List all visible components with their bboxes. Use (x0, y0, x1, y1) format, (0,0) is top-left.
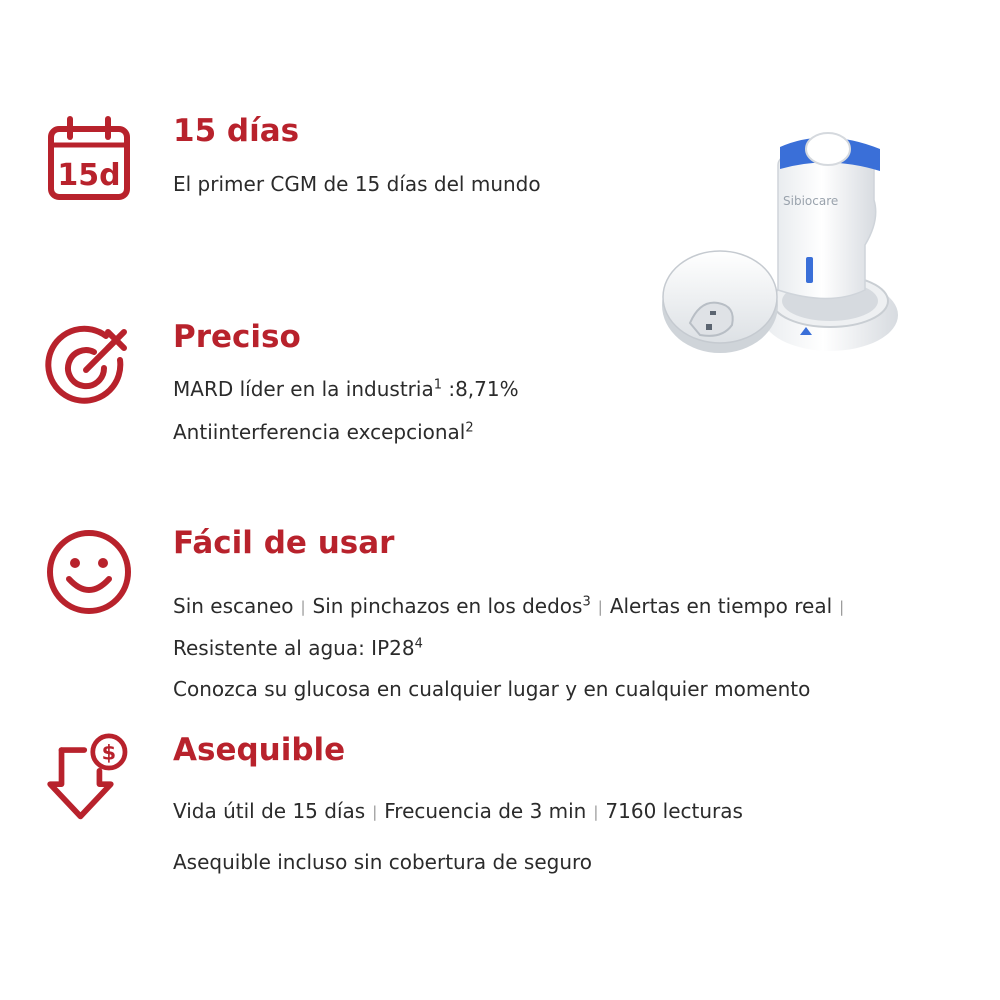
footnote-marker: 1 (433, 377, 442, 393)
feature-text (173, 594, 851, 618)
feature-item: Sin escaneo (173, 594, 294, 618)
footnote-marker: 2 (465, 420, 474, 436)
feature-item: 7160 lecturas (605, 799, 743, 823)
feature-title: Preciso (173, 319, 301, 355)
calendar-15d-icon (44, 115, 134, 205)
footnote-marker: 3 (582, 594, 591, 610)
separator: | (300, 598, 306, 616)
feature-item: Alertas en tiempo real (609, 594, 833, 618)
feature-item: Vida útil de 15 días (173, 799, 366, 823)
separator: | (597, 598, 603, 616)
feature-text: Conozca su glucosa en cualquier lugar y en cualquier momento (173, 677, 811, 701)
feature-text (173, 799, 743, 823)
feature-text (173, 636, 423, 660)
feature-text (173, 377, 519, 401)
cgm-device-image (660, 125, 905, 370)
mard-value: :8,71% (441, 377, 519, 401)
feature-text-main: MARD líder en la industria (173, 377, 434, 401)
smiley-face-icon (44, 527, 134, 617)
feature-text: Asequible incluso sin cobertura de seguro (173, 850, 593, 874)
feature-title: Fácil de usar (173, 525, 395, 561)
feature-text: El primer CGM de 15 días del mundo (173, 172, 541, 196)
brand-text: Sibiocare (783, 194, 839, 208)
feature-title: 15 días (173, 113, 300, 149)
svg-text:$: $ (101, 740, 117, 765)
footnote-marker: 4 (414, 636, 423, 652)
feature-title: Asequible (173, 732, 346, 768)
separator: | (372, 803, 378, 821)
feature-item: Sin pinchazos en los dedos (312, 594, 583, 618)
feature-text-main: Resistente al agua: IP28 (173, 636, 415, 660)
target-arrow-icon (44, 318, 134, 408)
price-down-dollar-icon (44, 733, 134, 823)
separator: | (593, 803, 599, 821)
separator: | (839, 598, 845, 616)
feature-text (173, 420, 474, 444)
feature-item: Frecuencia de 3 min (384, 799, 587, 823)
feature-text-main: Antiinterferencia excepcional (173, 420, 466, 444)
calendar-icon-text: 15d (57, 158, 121, 193)
